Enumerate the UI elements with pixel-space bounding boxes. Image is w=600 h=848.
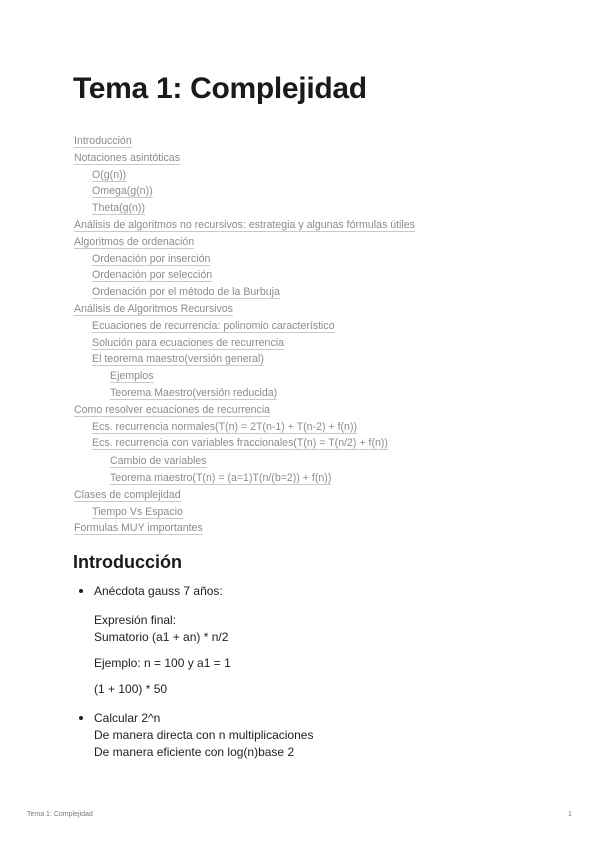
toc-link-label: Análisis de Algoritmos Recursivos (74, 302, 233, 315)
toc-link[interactable] (74, 267, 544, 284)
toc-link[interactable] (74, 487, 544, 504)
toc-link[interactable] (74, 301, 544, 318)
list-item (76, 710, 536, 761)
bullet-title: Anécdota gauss 7 años: (94, 584, 223, 598)
bullet-icon (79, 589, 83, 593)
toc-link[interactable] (74, 504, 544, 521)
toc-link[interactable] (74, 351, 544, 368)
toc-link[interactable] (74, 150, 544, 167)
toc-link-label: Ordenación por inserción (92, 252, 211, 265)
toc-link-label: Teorema maestro(T(n) = (a=1)T(n/(b=2)) + f(n)) (110, 471, 332, 484)
toc-link[interactable] (74, 368, 544, 385)
toc-link[interactable] (74, 318, 544, 335)
toc-link-label: Formulas MUY importantes (74, 522, 203, 535)
toc-link[interactable] (74, 133, 544, 150)
bullet-line: De manera directa con n multiplicaciones (94, 728, 314, 742)
bullet-title: Calcular 2^n (94, 711, 161, 725)
toc-link-label: Solución para ecuaciones de recurrencia (92, 336, 284, 349)
footer-document-title: Tema 1: Complejidad (27, 811, 93, 818)
bullet-line: Sumatorio (a1 + an) * n/2 (94, 630, 229, 644)
toc-link[interactable] (74, 183, 544, 200)
table-of-contents (74, 133, 544, 537)
toc-link-label: Ordenación por el método de la Burbuja (92, 286, 280, 299)
bullet-line: Expresión final: (94, 613, 177, 627)
toc-link[interactable] (74, 217, 544, 234)
list-item (76, 583, 536, 698)
toc-link-label: El teorema maestro(versión general) (92, 353, 264, 366)
section-heading: Introducción (73, 552, 182, 572)
toc-link[interactable] (74, 435, 544, 452)
toc-link-label: Ordenación por selección (92, 269, 213, 282)
page-title: Tema 1: Complejidad (73, 72, 367, 105)
toc-link-label: Ecs. recurrencia con variables fraccionales(T(n) = T(n/2) + f(n)) (92, 437, 388, 450)
toc-link-label: Ejemplos (110, 370, 154, 383)
toc-link[interactable] (74, 520, 544, 537)
toc-link-label: Clases de complejidad (74, 488, 181, 501)
bullet-icon (79, 716, 83, 720)
toc-link-label: Notaciones asintóticas (74, 151, 180, 164)
toc-link-label: Theta(g(n)) (92, 202, 145, 215)
toc-link[interactable] (74, 284, 544, 301)
bullet-line: (1 + 100) * 50 (94, 682, 168, 696)
toc-link-label: Análisis de algoritmos no recursivos: estrategia y algunas fórmulas útiles (74, 218, 415, 231)
toc-link[interactable] (74, 251, 544, 268)
toc-link-label: Introducción (74, 135, 132, 147)
toc-link-label: Tiempo Vs Espacio (92, 505, 183, 518)
toc-link-label: Ecuaciones de recurrencia: polinomio característico (92, 319, 335, 332)
toc-link[interactable] (74, 402, 544, 419)
bullet-line: Ejemplo: n = 100 y a1 = 1 (94, 656, 231, 670)
toc-link[interactable] (74, 200, 544, 217)
toc-link-label: Teorema Maestro(versión reducida) (110, 386, 278, 399)
toc-link[interactable] (74, 385, 544, 402)
toc-link[interactable] (74, 167, 544, 184)
toc-link[interactable] (74, 470, 544, 487)
toc-link-label: Ecs. recurrencia normales(T(n) = 2T(n-1) + T(n-2) + f(n)) (92, 420, 358, 433)
toc-link[interactable] (74, 419, 544, 436)
toc-link[interactable] (74, 234, 544, 251)
section-content (76, 583, 536, 761)
toc-link-label: Algoritmos de ordenación (74, 235, 195, 248)
toc-link-label: Cambio de variables (110, 455, 207, 468)
toc-link[interactable] (74, 335, 544, 352)
toc-link[interactable] (74, 453, 544, 470)
toc-link-label: Como resolver ecuaciones de recurrencia (74, 403, 271, 416)
toc-link-label: O(g(n)) (92, 168, 127, 181)
footer-page-number: 1 (568, 811, 572, 818)
toc-link-label: Omega(g(n)) (92, 185, 153, 198)
bullet-line: De manera eficiente con log(n)base 2 (94, 745, 295, 759)
